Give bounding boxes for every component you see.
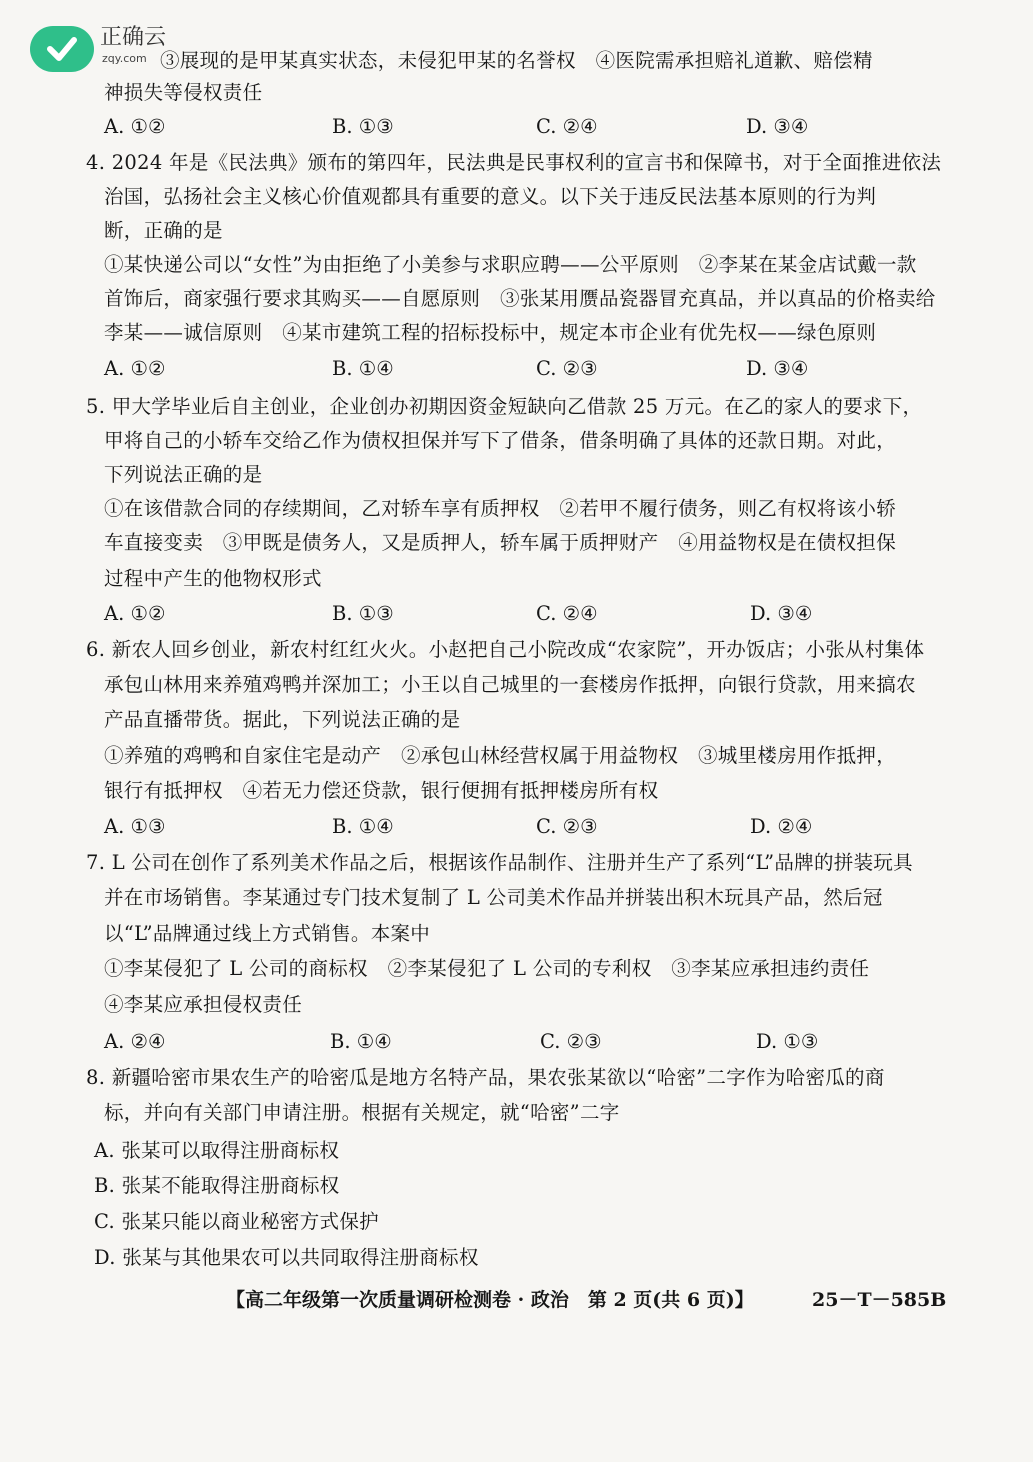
q4-option-a: A. ①② (104, 357, 166, 380)
footer-title: 【高二年级第一次质量调研检测卷 · 政治 第 2 页(共 6 页)】 (226, 1289, 754, 1311)
q3-option-b: B. ①③ (332, 115, 394, 138)
q7-line-1: 7. L 公司在创作了系列美术作品之后，根据该作品制作、注册并生产了系列“L”品牌的拼装玩具 (86, 851, 913, 874)
q3-option-d: D. ③④ (746, 115, 809, 138)
q4-line-6: 李某——诚信原则 ④某市建筑工程的招标投标中，规定本市企业有优先权——绿色原则 (104, 321, 877, 344)
q6-option-c: C. ②③ (536, 815, 598, 838)
q8-choice-a: A. 张某可以取得注册商标权 (94, 1139, 340, 1162)
q8-line-2: 标，并向有关部门申请注册。根据有关规定，就“哈密”二字 (104, 1101, 620, 1124)
q7-line-3: 以“L”品牌通过线上方式销售。本案中 (104, 922, 431, 945)
q3-options (104, 114, 924, 140)
q7-options (104, 1029, 924, 1055)
q6-option-b: B. ①④ (332, 815, 394, 838)
q4-option-b: B. ①④ (332, 357, 394, 380)
q8-choice-b: B. 张某不能取得注册商标权 (94, 1174, 340, 1197)
q5-option-b: B. ①③ (332, 602, 394, 625)
q4-line-5: 首饰后，商家强行要求其购买——自愿原则 ③张某用赝品瓷器冒充真品，并以真品的价格卖给 (104, 287, 936, 310)
q6-line-3: 产品直播带货。据此，下列说法正确的是 (104, 708, 461, 731)
q6-options (104, 814, 924, 840)
logo-url: zqy.com (102, 52, 147, 65)
q5-option-d: D. ③④ (750, 602, 813, 625)
q8-choice-d: D. 张某与其他果农可以共同取得注册商标权 (94, 1246, 479, 1269)
q5-line-2: 甲将自己的小轿车交给乙作为债权担保并写下了借条，借条明确了具体的还款日期。对此， (104, 429, 897, 452)
q5-line-6: 过程中产生的他物权形式 (104, 567, 322, 590)
q4-option-c: C. ②③ (536, 357, 598, 380)
q3-line-2: 神损失等侵权责任 (104, 81, 263, 104)
q5-line-1: 5. 甲大学毕业后自主创业，企业创办初期因资金短缺向乙借款 25 万元。在乙的家人的要求下， (86, 395, 923, 418)
q7-line-2: 并在市场销售。李某通过专门技术复制了 L 公司美术作品并拼装出积木玩具产品，然后冠 (104, 886, 883, 909)
q4-line-2: 治国，弘扬社会主义核心价值观都具有重要的意义。以下关于违反民法基本原则的行为判 (104, 185, 877, 208)
check-icon (30, 26, 94, 72)
q4-option-d: D. ③④ (746, 357, 809, 380)
q6-option-d: D. ②④ (750, 815, 813, 838)
q5-option-a: A. ①② (104, 602, 166, 625)
q5-line-4: ①在该借款合同的存续期间，乙对轿车享有质押权 ②若甲不履行债务，则乙有权将该小轿 (104, 497, 897, 520)
q7-option-c: C. ②③ (540, 1030, 602, 1053)
q5-line-3: 下列说法正确的是 (104, 463, 263, 486)
q7-option-d: D. ①③ (756, 1030, 819, 1053)
q3-line-1: ③展现的是甲某真实状态，未侵犯甲某的名誉权 ④医院需承担赔礼道歉、赔偿精 (160, 49, 873, 72)
footer-code: 25－T－585B (812, 1289, 947, 1311)
q5-option-c: C. ②④ (536, 602, 598, 625)
q7-line-4: ①李某侵犯了 L 公司的商标权 ②李某侵犯了 L 公司的专利权 ③李某应承担违约责任 (104, 957, 870, 980)
q4-line-3: 断，正确的是 (104, 219, 223, 242)
q3-option-a: A. ①② (104, 115, 166, 138)
q5-line-5: 车直接变卖 ③甲既是债务人，又是质押人，轿车属于质押财产 ④用益物权是在债权担保 (104, 531, 897, 554)
q6-line-2: 承包山林用来养殖鸡鸭并深加工；小王以自己城里的一套楼房作抵押，向银行贷款，用来搞农 (104, 673, 916, 696)
q6-line-4: ①养殖的鸡鸭和自家住宅是动产 ②承包山林经营权属于用益物权 ③城里楼房用作抵押， (104, 744, 897, 767)
q5-options (104, 601, 924, 627)
q4-options (104, 356, 924, 382)
q6-line-5: 银行有抵押权 ④若无力偿还贷款，银行便拥有抵押楼房所有权 (104, 779, 659, 802)
q3-option-c: C. ②④ (536, 115, 598, 138)
q4-line-1: 4. 2024 年是《民法典》颁布的第四年，民法典是民事权利的宣言书和保障书，对于全面推进依法 (86, 151, 942, 174)
q8-choice-c: C. 张某只能以商业秘密方式保护 (94, 1210, 379, 1233)
q7-line-5: ④李某应承担侵权责任 (104, 993, 303, 1016)
q6-line-1: 6. 新农人回乡创业，新农村红红火火。小赵把自己小院改成“农家院”，开办饭店；小张从村集体 (86, 638, 925, 661)
q7-option-b: B. ①④ (330, 1030, 392, 1053)
logo-name: 正确云 (100, 25, 167, 50)
q6-option-a: A. ①③ (104, 815, 166, 838)
q4-line-4: ①某快递公司以“女性”为由拒绝了小美参与求职应聘——公平原则 ②李某在某金店试戴一款 (104, 253, 917, 276)
q8-line-1: 8. 新疆哈密市果农生产的哈密瓜是地方名特产品，果农张某欲以“哈密”二字作为哈密瓜的商 (86, 1066, 885, 1089)
q7-option-a: A. ②④ (104, 1030, 166, 1053)
